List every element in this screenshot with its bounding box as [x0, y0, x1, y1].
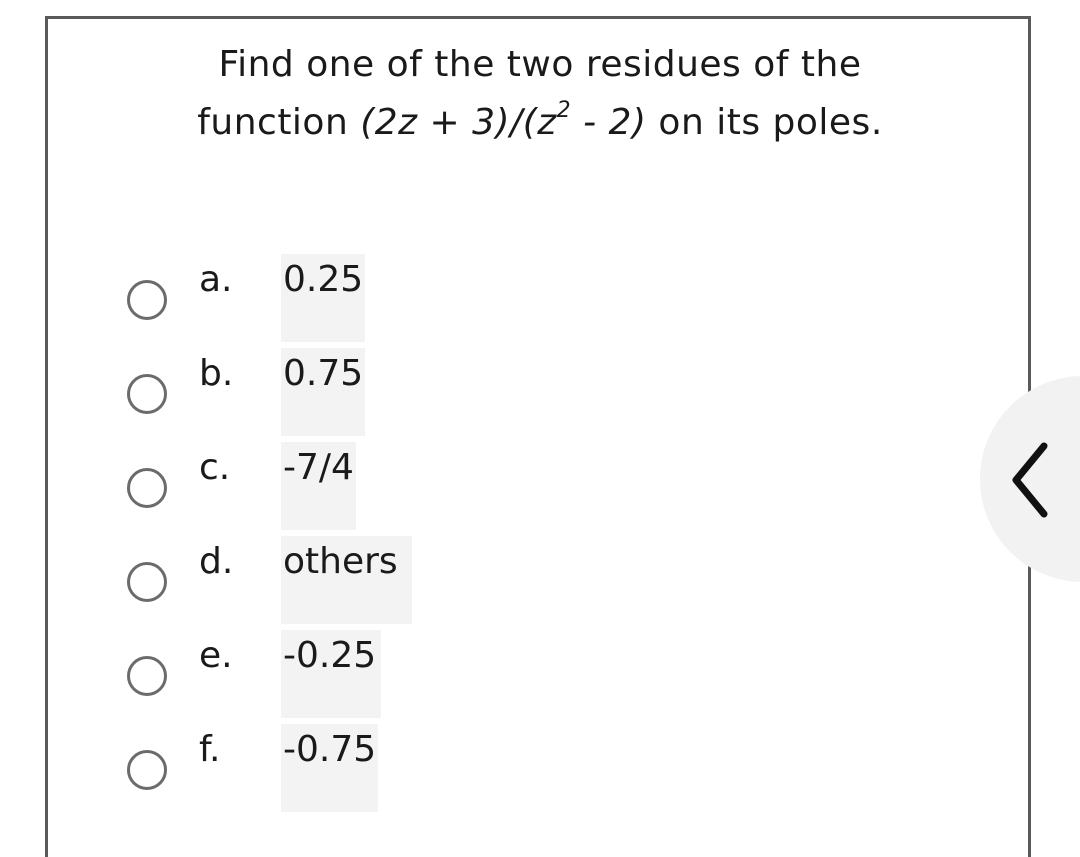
option-value[interactable]: -0.75 [281, 724, 378, 812]
option-a[interactable] [125, 258, 525, 348]
option-letter: d. [199, 541, 234, 582]
math-exponent: 2 [556, 98, 572, 123]
option-letter: e. [199, 635, 233, 676]
option-letter: f. [199, 729, 221, 770]
radio-button[interactable] [127, 374, 167, 414]
math-part-a: (2z + 3)/(z [360, 102, 557, 143]
option-letter: c. [199, 447, 231, 488]
question-text [0, 36, 1080, 152]
option-value[interactable]: -7/4 [281, 442, 356, 530]
option-letter: a. [199, 259, 233, 300]
option-c[interactable] [125, 446, 525, 536]
math-expression [360, 98, 647, 143]
option-e[interactable] [125, 634, 525, 724]
radio-button[interactable] [127, 656, 167, 696]
option-value[interactable]: 0.75 [281, 348, 365, 436]
radio-button[interactable] [127, 468, 167, 508]
radio-button[interactable] [127, 750, 167, 790]
option-value[interactable]: -0.25 [281, 630, 381, 718]
math-part-b: - 2) [571, 102, 647, 143]
question-prefix: function [197, 102, 361, 143]
radio-button[interactable] [127, 280, 167, 320]
question-line-2 [0, 94, 1080, 152]
question-line-1: Find one of the two residues of the [218, 44, 862, 85]
radio-button[interactable] [127, 562, 167, 602]
option-letter: b. [199, 353, 234, 394]
option-value[interactable]: 0.25 [281, 254, 365, 342]
question-suffix: on its poles. [646, 102, 883, 143]
option-b[interactable] [125, 352, 525, 442]
chevron-left-icon [1010, 442, 1050, 518]
option-f[interactable] [125, 728, 525, 818]
option-value[interactable]: others [281, 536, 412, 624]
option-d[interactable] [125, 540, 525, 630]
